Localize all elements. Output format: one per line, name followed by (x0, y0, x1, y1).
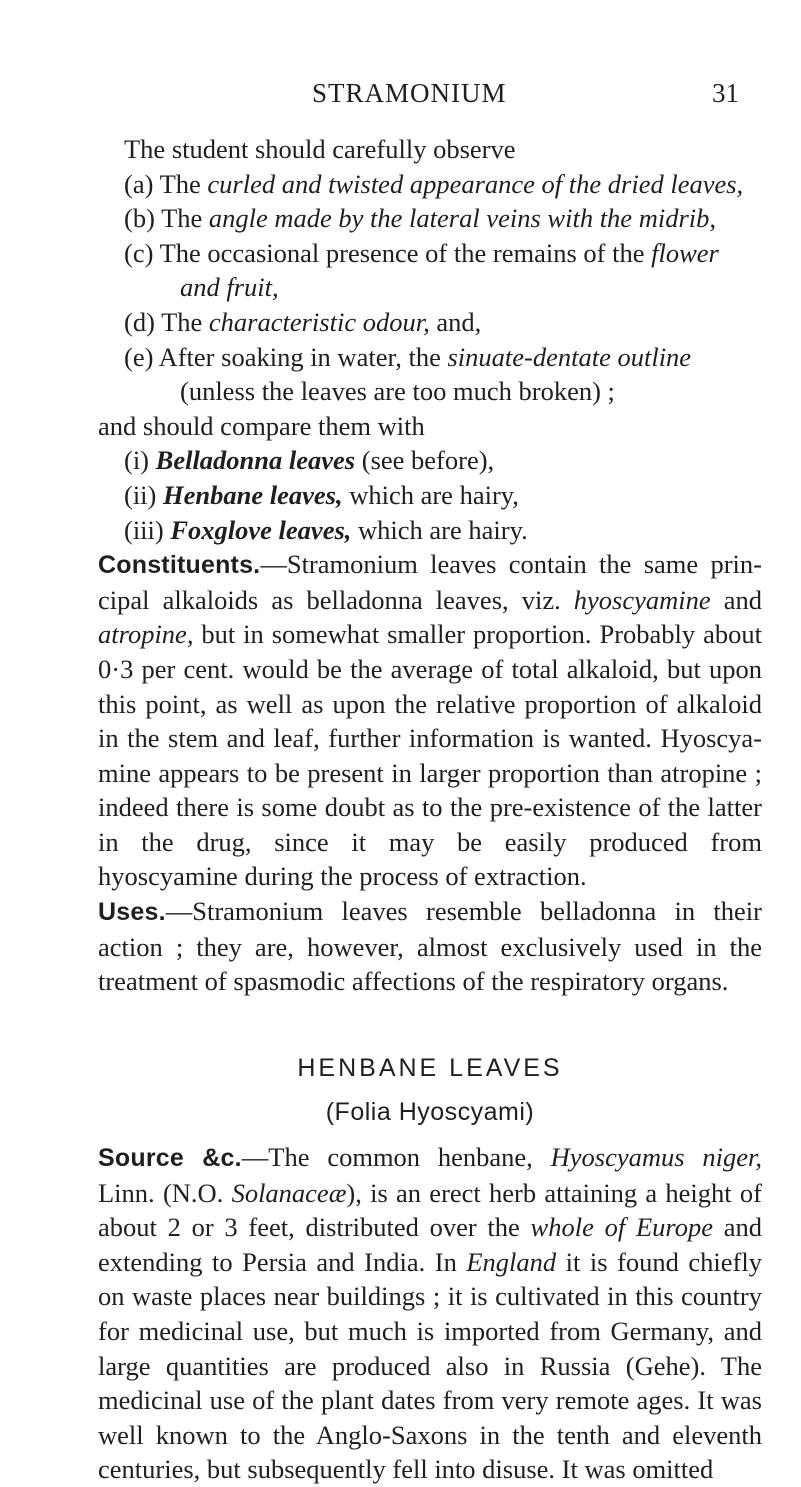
compare-item-i: (i) Belladonna leaves (see before), (124, 445, 495, 476)
compare-item-iii: (iii) Foxglove leaves, which are hairy. (124, 514, 528, 545)
observe-intro: The student should carefully observe (124, 134, 516, 164)
subtitle-gap (98, 1130, 762, 1140)
source-paragraph: Source &c.—The common henbane, Hyoscyamus niger, Linn. (N.O. Solanaceæ), is an erect herb attaining a height of about 2 or 3 feet, distributed over the whole of Europe and extending to Persia and India. In England it is found chiefly on waste places near buildings ; it is cultivated in this country for medicinal use, but much is imported from Germany, and large quantities are produced also in Russia (Gehe). The medicinal use of the plant dates from very remote ages. It was well known to the Anglo-Saxons in the tenth and eleventh centuries, but subsequently fell into disuse. It was omitted (98, 1142, 762, 1485)
section-title: HENBANE LEAVES (297, 1053, 563, 1082)
observe-item-a: (a) The curled and twisted appearance of the dried leaves, (124, 168, 744, 199)
observe-item-c: (c) The occasional presence of the remains of the flower (124, 237, 719, 268)
uses-heading: Uses. (98, 898, 166, 927)
uses-paragraph: Uses.—Stramonium leaves resemble belladonna in their action ; they are, however, almost exclusively used in the treatment of spasmodic affections of the respiratory organs. (98, 896, 762, 997)
observe-item-b: (b) The angle made by the lateral veins with the midrib, (124, 203, 716, 234)
page-number: 31 (712, 78, 739, 108)
title-gap (98, 1085, 762, 1095)
section-subtitle: (Folia Hyoscyami) (325, 1098, 535, 1127)
observe-item-c-continued: and fruit, (180, 272, 279, 303)
body-text (98, 132, 762, 1487)
compare-intro: and should compare them with (98, 410, 425, 441)
observe-item-e-continued: (unless the leaves are too much broken) ; (180, 376, 615, 407)
compare-item-ii: (ii) Henbane leaves, which are hairy, (124, 479, 519, 510)
source-heading: Source &c. (98, 1144, 242, 1173)
constituents-heading: Constituents. (98, 551, 261, 580)
page-header (0, 78, 801, 118)
constituents-paragraph: Constituents.—Stramonium leaves contain the same prin-cipal alkaloids as belladonna leaves, viz. hyoscyamine and atropine, but in somewhat smaller proportion. Probably about 0·3 per cent. would be the average of total alkaloid, but upon this point, as well as upon the relative proportion of alkaloid in the stem and leaf, further information is wanted. Hyoscya-mine appears to be present in larger proportion than atropine ; indeed there is some doubt as to the pre-existence of the latter in the drug, since it may be easily produced from hyoscyamine during the process of extraction. (98, 549, 762, 892)
running-title: STRAMONIUM (312, 78, 507, 108)
observe-item-d: (d) The characteristic odour, and, (124, 306, 482, 337)
observe-item-e: (e) After soaking in water, the sinuate-dentate outline (124, 341, 692, 372)
section-gap (98, 999, 762, 1051)
